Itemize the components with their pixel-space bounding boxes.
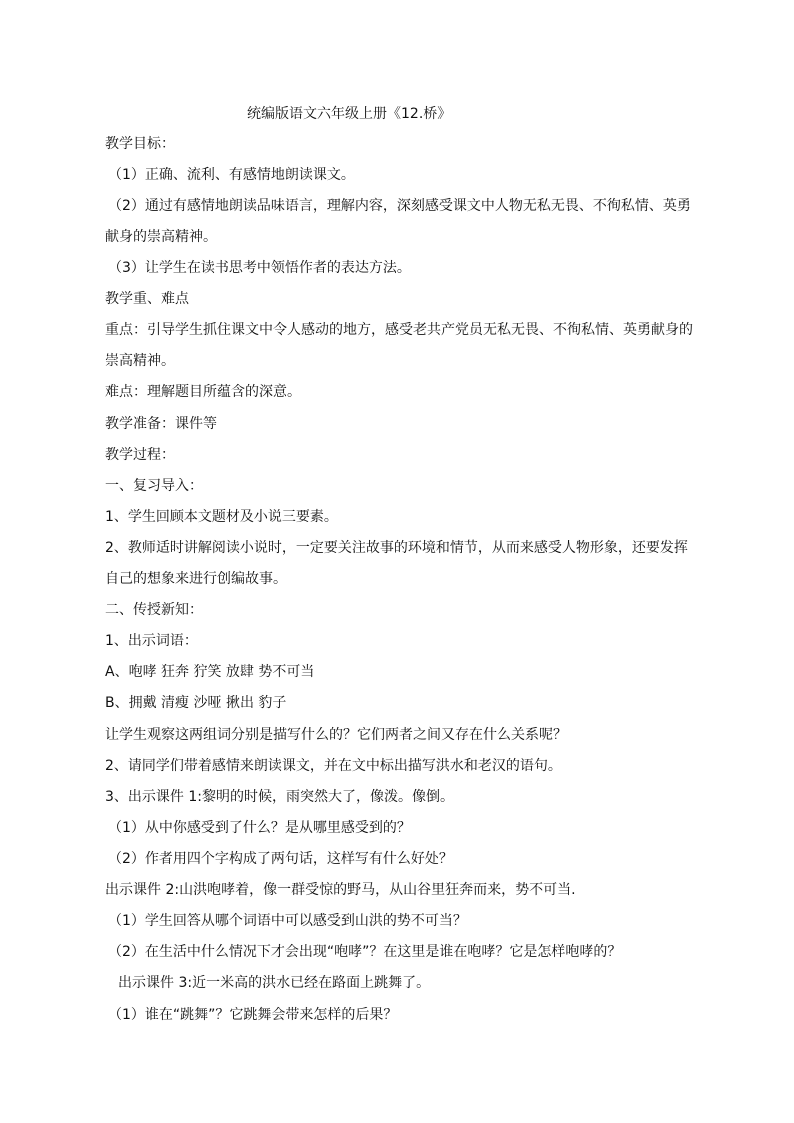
text-line: 出示课件 3:近一米高的洪水已经在路面上跳舞了。 <box>118 975 431 991</box>
text-line: 2、教师适时讲解阅读小说时，一定要关注故事的环境和情节，从而来感受人物形象，还要发挥 <box>105 540 688 556</box>
text-line: 教学准备：课件等 <box>105 416 217 432</box>
text-line: 教学过程： <box>105 447 175 463</box>
text-line: 难点：理解题目所蕴含的深意。 <box>105 384 301 400</box>
text-line: （2）在生活中什么情况下才会出现“咆哮”？在这里是谁在咆哮？它是怎样咆哮的？ <box>108 944 622 960</box>
text-line: （1）从中你感受到了什么？是从哪里感受到的？ <box>108 820 411 836</box>
text-line: （3）让学生在读书思考中领悟作者的表达方法。 <box>108 260 411 276</box>
text-line: 2、请同学们带着感情来朗读课文，并在文中标出描写洪水和老汉的语句。 <box>105 758 562 774</box>
text-line: 教学重、难点 <box>105 291 189 307</box>
text-line: 一、复习导入： <box>105 478 203 494</box>
text-line: （2）通过有感情地朗读品味语言，理解内容，深刻感受课文中人物无私无畏、不徇私情、英勇 <box>108 198 691 214</box>
text-line: 出示课件 2:山洪咆哮着，像一群受惊的野马，从山谷里狂奔而来，势不可当. <box>105 882 576 898</box>
text-line: 让学生观察这两组词分别是描写什么的？它们两者之间又存在什么关系呢？ <box>105 727 567 743</box>
text-line: （1）正确、流利、有感情地朗读课文。 <box>108 167 355 183</box>
text-line: （1）谁在“跳舞”？它跳舞会带来怎样的后果？ <box>108 1007 398 1023</box>
text-line: 3、出示课件 1:黎明的时候，雨突然大了，像泼。像倒。 <box>105 789 454 805</box>
text-line: B、拥戴 清瘦 沙哑 揪出 豹子 <box>105 695 287 711</box>
text-line: （1）学生回答从哪个词语中可以感受到山洪的势不可当？ <box>108 913 467 929</box>
text-line: 献身的崇高精神。 <box>105 229 217 245</box>
text-line: 教学目标： <box>105 136 175 152</box>
text-line: 1、学生回顾本文题材及小说三要素。 <box>105 509 338 525</box>
text-line: 崇高精神。 <box>105 353 175 369</box>
text-line: 重点：引导学生抓住课文中令人感动的地方，感受老共产党员无私无畏、不徇私情、英勇献身的 <box>105 322 693 338</box>
text-line: 自己的想象来进行创编故事。 <box>105 571 287 587</box>
text-line: （2）作者用四个字构成了两句话，这样写有什么好处？ <box>108 851 453 867</box>
text-line: 1、出示词语： <box>105 633 198 649</box>
text-line: 二、传授新知： <box>105 602 203 618</box>
text-line: A、咆哮 狂奔 狞笑 放肆 势不可当 <box>105 664 315 680</box>
document-title: 统编版语文六年级上册《12.桥》 <box>247 106 452 122</box>
